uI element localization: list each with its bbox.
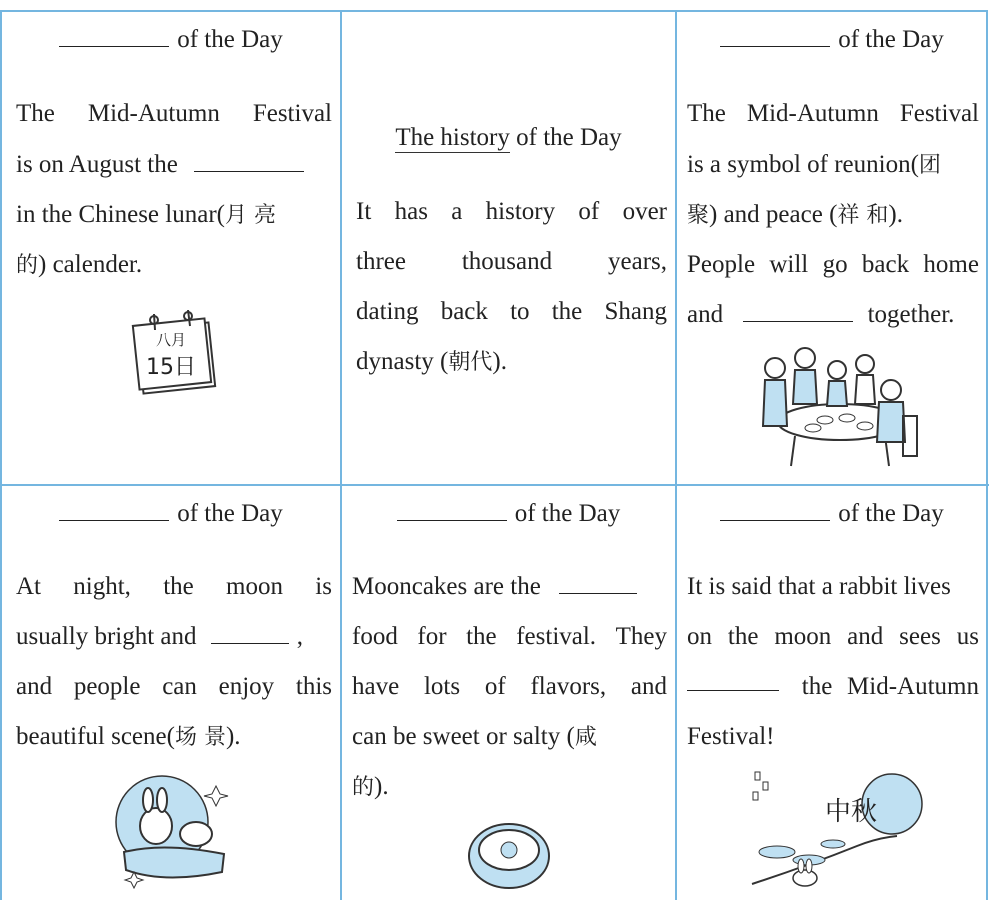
card-6 (677, 486, 987, 900)
answer-blank[interactable] (743, 301, 853, 322)
family-reunion-illustration (755, 346, 925, 470)
card-text-line: can be sweet or salty (咸 (352, 723, 597, 750)
festival-text: 中秋 (825, 797, 878, 827)
card-4 (2, 486, 340, 900)
card-5 (342, 486, 675, 900)
mooncake-illustration (466, 822, 552, 892)
card-text-line: The Mid-Autumn Festival (687, 100, 979, 127)
card-2 (342, 12, 675, 484)
card-text-line: and together. (687, 301, 955, 328)
card-text-line: 的). (352, 773, 389, 800)
card-text-line: three thousand years, (356, 248, 667, 275)
card-heading: of the Day (342, 500, 675, 528)
card-text-line: At night, the moon is (16, 573, 332, 600)
card-text-line: usually bright and , (16, 623, 304, 650)
card-text-line: on the moon and sees us (687, 623, 979, 650)
card-text-line: beautiful scene(场 景). (16, 723, 241, 750)
card-text-line: 的) calender. (16, 251, 143, 278)
answer-blank[interactable] (687, 670, 779, 691)
card-text-line: have lots of flavors, and (352, 673, 667, 700)
card-text-line: It has a history of over (356, 198, 667, 225)
card-text-line: is on August the (16, 148, 332, 182)
card-text-line: It is said that a rabbit lives (687, 573, 951, 600)
moon-rabbit-illustration (104, 772, 244, 892)
card-text-line: food for the festival. They (352, 623, 667, 650)
card-text-line: 聚) and peace (祥 和). (687, 201, 903, 228)
card-text-line: the Mid-Autumn (687, 670, 979, 704)
calendar-day: 15日 (146, 355, 196, 380)
answer-blank[interactable] (211, 623, 289, 644)
answer-blank[interactable] (194, 151, 304, 172)
card-text-line: Mooncakes are the (352, 570, 667, 604)
card-heading: The history of the Day (395, 124, 622, 151)
card-1 (2, 12, 340, 484)
card-text-line: and people can enjoy this (16, 673, 332, 700)
card-text-line: is a symbol of reunion(团 (687, 151, 941, 178)
card-text-line: People will go back home (687, 251, 979, 278)
card-text-line: Festival! (687, 723, 775, 750)
card-text-line: The Mid-Autumn Festival (16, 100, 332, 127)
card-3 (677, 12, 987, 484)
card-heading: of the Day (2, 26, 340, 54)
card-text-line: dating back to the Shang (356, 298, 667, 325)
card-heading: of the Day (2, 500, 340, 528)
answer-blank[interactable] (559, 573, 637, 594)
heading-blank[interactable] (59, 26, 169, 47)
card-text-line: dynasty (朝代). (356, 348, 507, 375)
calendar-month: 八月 (156, 331, 187, 349)
heading-blank[interactable] (720, 500, 830, 521)
heading-blank[interactable] (59, 500, 169, 521)
card-heading: of the Day (677, 500, 987, 528)
mid-autumn-moon-illustration (747, 766, 927, 890)
card-heading: of the Day (677, 26, 987, 54)
card-text-line: in the Chinese lunar(月 亮 (16, 201, 276, 228)
heading-blank[interactable] (720, 26, 830, 47)
calendar-icon (130, 310, 220, 396)
heading-blank[interactable] (397, 500, 507, 521)
heading-answer: The history (395, 124, 510, 151)
